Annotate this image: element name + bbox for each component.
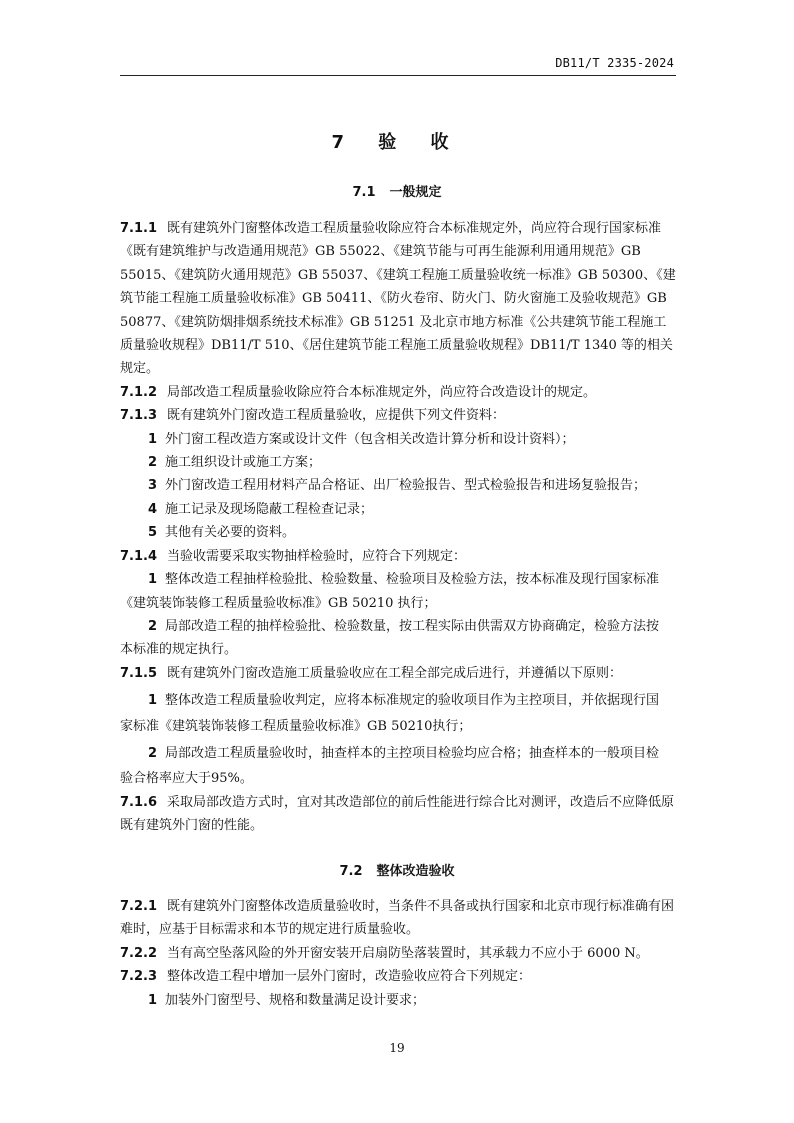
- standard-code: DB11/T 2335-2024: [555, 56, 674, 70]
- list-item: [120, 689, 676, 712]
- section-number: 7.1: [352, 185, 376, 200]
- item-number: 1: [148, 693, 158, 709]
- item-text: 局部改造工程质量验收时，抽查样本的主控项目检验均应合格；抽查样本的一般项目检: [165, 745, 660, 761]
- clause-number: 7.2.3: [120, 969, 158, 985]
- item-text: 施工组织设计或施工方案；: [165, 455, 322, 471]
- item-text: 其他有关必要的资料。: [165, 525, 296, 541]
- clause-text: 采取局部改造方式时，宜对其改造部位的前后性能进行综合比对测评，改造后不应降低原既有建筑外门窗的性能。: [120, 794, 675, 834]
- item-number: 5: [148, 525, 158, 541]
- clause-number: 7.1.3: [120, 408, 158, 424]
- list-item: [120, 521, 676, 544]
- clause-number: 7.1.2: [120, 384, 158, 400]
- page-number: 19: [389, 1041, 405, 1055]
- clause-7-2-1: [120, 895, 676, 942]
- item-number: 1: [148, 992, 158, 1008]
- clause-number: 7.1.6: [120, 794, 158, 810]
- clause-7-2-2: [120, 942, 676, 965]
- item-text: 外门窗工程改造方案或设计文件（包含相关改造计算分析和设计资料）；: [165, 431, 575, 447]
- clause-7-1-3: [120, 404, 676, 427]
- clause-text: 局部改造工程质量验收除应符合本标准规定外，尚应符合改造设计的规定。: [167, 384, 597, 400]
- section-name: 一般规定: [389, 185, 442, 200]
- clause-7-1-5: [120, 662, 676, 685]
- section-number: 7.2: [339, 864, 363, 879]
- clause-number: 7.2.2: [120, 945, 158, 961]
- item-number: 1: [148, 572, 158, 588]
- item-text: 整体改造工程质量验收判定，应将本标准规定的验收项目作为主控项目，并依据现行国: [165, 693, 660, 709]
- clause-text: 既有建筑外门窗改造工程质量验收，应提供下列文件资料：: [167, 408, 506, 424]
- clause-text: 整体改造工程中增加一层外门窗时，改造验收应符合下列规定：: [167, 969, 532, 985]
- header-divider: [120, 75, 676, 76]
- item-text: 加装外门窗型号、规格和数量满足设计要求；: [165, 992, 426, 1008]
- list-item: [120, 474, 676, 497]
- list-item: [120, 742, 676, 765]
- clause-7-1-1: [120, 217, 676, 381]
- list-item: [120, 989, 676, 1012]
- clause-text: 既有建筑外门窗整体改造质量验收时，当条件不具备或执行国家和北京市现行标准确有困难时，应基于目标需求和本节的规定进行质量验收。: [120, 899, 675, 938]
- section-title-7-2: [0, 860, 794, 879]
- item-number: 3: [148, 478, 158, 494]
- list-item: [120, 568, 676, 591]
- list-item-continuation: 验合格率应大于95%。: [120, 771, 253, 787]
- item-text: 外门窗改造工程用材料产品合格证、出厂检验报告、型式检验报告和进场复验报告；: [165, 478, 647, 494]
- item-number: 2: [148, 455, 158, 471]
- item-number: 1: [148, 431, 158, 447]
- clause-text: 当验收需要采取实物抽样检验时，应符合下列规定：: [167, 548, 467, 564]
- clause-number: 7.1.4: [120, 548, 158, 564]
- item-text: 施工记录及现场隐蔽工程检查记录；: [165, 501, 374, 517]
- clause-7-1-4: [120, 545, 676, 568]
- clause-7-2-3: [120, 965, 676, 988]
- list-item: [120, 451, 676, 474]
- list-item: [120, 615, 676, 638]
- chapter-title: 7 验 收: [331, 132, 463, 153]
- clause-number: 7.1.1: [120, 221, 158, 236]
- item-number: 4: [148, 501, 158, 517]
- list-item: [120, 498, 676, 521]
- list-item: [120, 428, 676, 451]
- list-item-continuation: 家标准《建筑装饰装修工程质量验收标准》GB 50210执行；: [120, 718, 472, 734]
- list-item-continuation: 本标准的规定执行。: [120, 642, 238, 658]
- section-body-7-1: [120, 217, 676, 838]
- clause-text: 当有高空坠落风险的外开窗安装开启扇防坠落装置时，其承载力不应小于 6000 N。: [167, 945, 649, 961]
- list-item-continuation: 《建筑装饰装修工程质量验收标准》GB 50210 执行；: [120, 595, 437, 611]
- section-title-7-1: [0, 181, 794, 200]
- item-number: 2: [148, 618, 158, 634]
- item-text: 整体改造工程抽样检验批、检验数量、检验项目及检验方法，按本标准及现行国家标准: [165, 572, 660, 588]
- item-text: 局部改造工程的抽样检验批、检验数量，按工程实际由供需双方协商确定，检验方法按: [165, 618, 660, 634]
- section-body-7-2: [120, 895, 676, 1012]
- item-number: 2: [148, 745, 158, 761]
- section-name: 整体改造验收: [376, 864, 455, 879]
- clause-7-1-6: [120, 791, 676, 838]
- clause-text: 既有建筑外门窗改造施工质量验收应在工程全部完成后进行，并遵循以下原则：: [167, 665, 623, 681]
- clause-number: 7.2.1: [120, 899, 158, 914]
- clause-number: 7.1.5: [120, 665, 158, 681]
- clause-text: 既有建筑外门窗整体改造工程质量验收除应符合本标准规定外，尚应符合现行国家标准《既有建筑维护与改造通用规范》GB 55022、《建筑节能与可再生能源利用通用规范》GB 55015、《建筑防火通用规范》GB 55037、《建筑工程施工质量验收统一标准》GB 50300、《建筑节能工程施工质量验收标准》GB 50411、《防火卷帘、防火门、防火窗施工及验收规范》GB 50877、《建筑防烟排烟系统技术标准》GB 51251 及北京市地方标准《公共建筑节能工程施工质量验收规程》DB11/T 510、《居住建筑节能工程施工质量验收规程》DB11/T 1340 等的相关规定。: [120, 221, 676, 377]
- clause-7-1-2: [120, 381, 676, 404]
